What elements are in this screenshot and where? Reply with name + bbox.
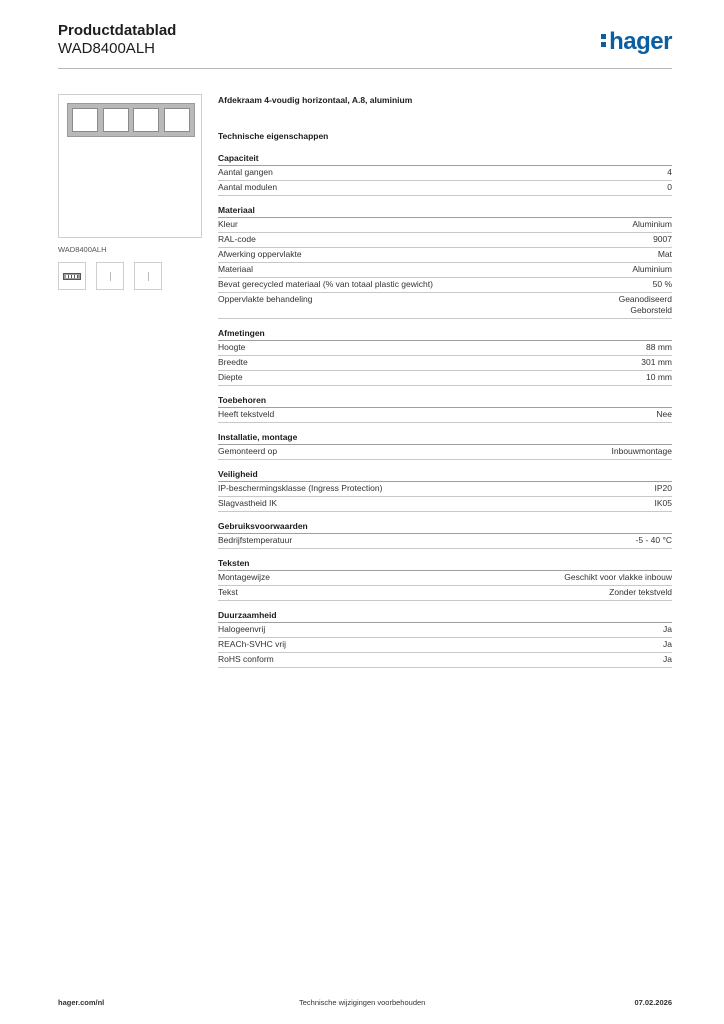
spec-row <box>218 445 672 460</box>
spec-value-line: Ja <box>663 624 672 634</box>
spec-label: IP-beschermingsklasse (Ingress Protection) <box>218 483 383 493</box>
spec-value <box>667 182 672 193</box>
spec-label: Oppervlakte behandeling <box>218 294 313 304</box>
document-title: Productdatablad <box>58 22 177 39</box>
spec-value-line: Inbouwmontage <box>611 446 672 456</box>
spec-value-line: Aluminium <box>632 264 672 274</box>
spec-value-line: Geanodiseerd <box>618 294 672 304</box>
spec-value <box>609 587 672 598</box>
spec-value-line: Aluminium <box>632 219 672 229</box>
spec-value-line: 0 <box>667 182 672 192</box>
spec-row <box>218 263 672 278</box>
spec-label: RoHS conform <box>218 654 274 664</box>
spec-value-line: 88 mm <box>646 342 672 352</box>
spec-label: RAL-code <box>218 234 256 244</box>
thumbnail-side-view[interactable] <box>96 262 124 290</box>
spec-value <box>632 264 672 275</box>
spec-value-line: IP20 <box>654 483 672 493</box>
spec-value <box>619 294 672 316</box>
spec-value <box>667 167 672 178</box>
spec-row <box>218 586 672 601</box>
spec-value-line: IK05 <box>654 498 672 508</box>
spec-row <box>218 356 672 371</box>
spec-value <box>653 279 672 290</box>
spec-label: Afwerking oppervlakte <box>218 249 302 259</box>
spec-group <box>218 609 672 668</box>
spec-label: Slagvastheid IK <box>218 498 278 508</box>
spec-label: Montagewijze <box>218 572 270 582</box>
group-title: Installatie, montage <box>218 431 672 445</box>
group-title: Gebruiksvoorwaarden <box>218 520 672 534</box>
group-title: Toebehoren <box>218 394 672 408</box>
spec-row <box>218 571 672 586</box>
product-image[interactable] <box>58 94 202 238</box>
spec-value-line: Zonder tekstveld <box>609 587 672 597</box>
spec-label: REACh-SVHC vrij <box>218 639 287 649</box>
spec-value-line: 4 <box>667 167 672 177</box>
document-header <box>58 22 176 58</box>
spec-row <box>218 293 672 319</box>
spec-label: Bedrijfstemperatuur <box>218 535 293 545</box>
spec-value-line: 10 mm <box>646 372 672 382</box>
spec-value <box>655 498 673 509</box>
footer-website[interactable]: hager.com/nl <box>58 998 105 1007</box>
spec-label: Aantal modulen <box>218 182 278 192</box>
spec-value <box>655 483 673 494</box>
spec-row <box>218 233 672 248</box>
group-title: Afmetingen <box>218 327 672 341</box>
spec-value <box>636 535 672 546</box>
spec-label: Breedte <box>218 357 248 367</box>
frame-front-icon <box>63 273 81 280</box>
spec-group <box>218 468 672 512</box>
spec-value <box>646 372 672 383</box>
spec-label: Hoogte <box>218 342 246 352</box>
spec-value-line: Ja <box>663 639 672 649</box>
spec-groups <box>218 152 672 668</box>
spec-value <box>658 249 672 260</box>
spec-value-line: 301 mm <box>641 357 672 367</box>
spec-value-line: 9007 <box>653 234 672 244</box>
thumbnail-front-view[interactable] <box>58 262 86 290</box>
group-title: Capaciteit <box>218 152 672 166</box>
section-title: Technische eigenschappen <box>218 131 329 141</box>
spec-group <box>218 327 672 386</box>
spec-value-line: Mat <box>657 249 672 259</box>
hager-logo <box>601 28 672 56</box>
spec-value <box>663 654 672 665</box>
spec-value-line: Geschikt voor vlakke inbouw <box>564 572 672 582</box>
group-title: Duurzaamheid <box>218 609 672 623</box>
spec-label: Tekst <box>218 587 238 597</box>
spec-value <box>653 234 672 245</box>
thumbnail-top-view[interactable] <box>134 262 162 290</box>
spec-row <box>218 248 672 263</box>
spec-row <box>218 408 672 423</box>
spec-row <box>218 623 672 638</box>
spec-value <box>656 409 672 420</box>
spec-group <box>218 204 672 319</box>
footer-date: 07.02.2026 <box>634 998 672 1007</box>
footer-disclaimer: Technische wijzigingen voorbehouden <box>299 998 426 1007</box>
spec-value-line: Nee <box>656 409 672 419</box>
spec-row <box>218 497 672 512</box>
spec-value <box>663 624 672 635</box>
spec-label: Halogeenvrij <box>218 624 266 634</box>
spec-group <box>218 557 672 601</box>
spec-row <box>218 181 672 196</box>
spec-row <box>218 482 672 497</box>
spec-value-line: -5 - 40 °C <box>635 535 672 545</box>
logo-dots-icon <box>601 34 607 48</box>
spec-label: Diepte <box>218 372 243 382</box>
spec-row <box>218 371 672 386</box>
spec-row <box>218 341 672 356</box>
spec-value-line: Geborsteld <box>630 305 672 315</box>
product-description: Afdekraam 4-voudig horizontaal, A.8, aluminium <box>218 95 413 105</box>
spec-group <box>218 394 672 423</box>
spec-label: Kleur <box>218 219 238 229</box>
spec-group <box>218 520 672 549</box>
spec-content <box>218 94 672 676</box>
spec-label: Bevat gerecycled materiaal (% van totaal plastic gewicht) <box>218 279 433 289</box>
spec-value-line: Ja <box>663 654 672 664</box>
spec-label: Aantal gangen <box>218 167 273 177</box>
frame-top-icon <box>148 272 149 281</box>
header-divider <box>58 68 672 69</box>
logo-text: hager <box>609 28 672 55</box>
spec-group <box>218 431 672 460</box>
spec-row <box>218 534 672 549</box>
spec-label: Heeft tekstveld <box>218 409 275 419</box>
group-title: Teksten <box>218 557 672 571</box>
spec-row <box>218 278 672 293</box>
cover-frame-illustration <box>67 103 195 137</box>
spec-value <box>646 342 672 353</box>
group-title: Materiaal <box>218 204 672 218</box>
image-caption: WAD8400ALH <box>58 245 107 254</box>
spec-value <box>663 639 672 650</box>
spec-label: Gemonteerd op <box>218 446 278 456</box>
spec-row <box>218 638 672 653</box>
product-code: WAD8400ALH <box>58 40 155 57</box>
spec-value <box>632 219 672 230</box>
spec-row <box>218 653 672 668</box>
spec-value <box>612 446 673 457</box>
spec-label: Materiaal <box>218 264 253 274</box>
spec-value-line: 50 % <box>652 279 672 289</box>
spec-group <box>218 152 672 196</box>
frame-side-icon <box>110 272 111 281</box>
spec-row <box>218 218 672 233</box>
spec-row <box>218 166 672 181</box>
spec-value <box>641 357 672 368</box>
group-title: Veiligheid <box>218 468 672 482</box>
spec-value <box>564 572 672 583</box>
